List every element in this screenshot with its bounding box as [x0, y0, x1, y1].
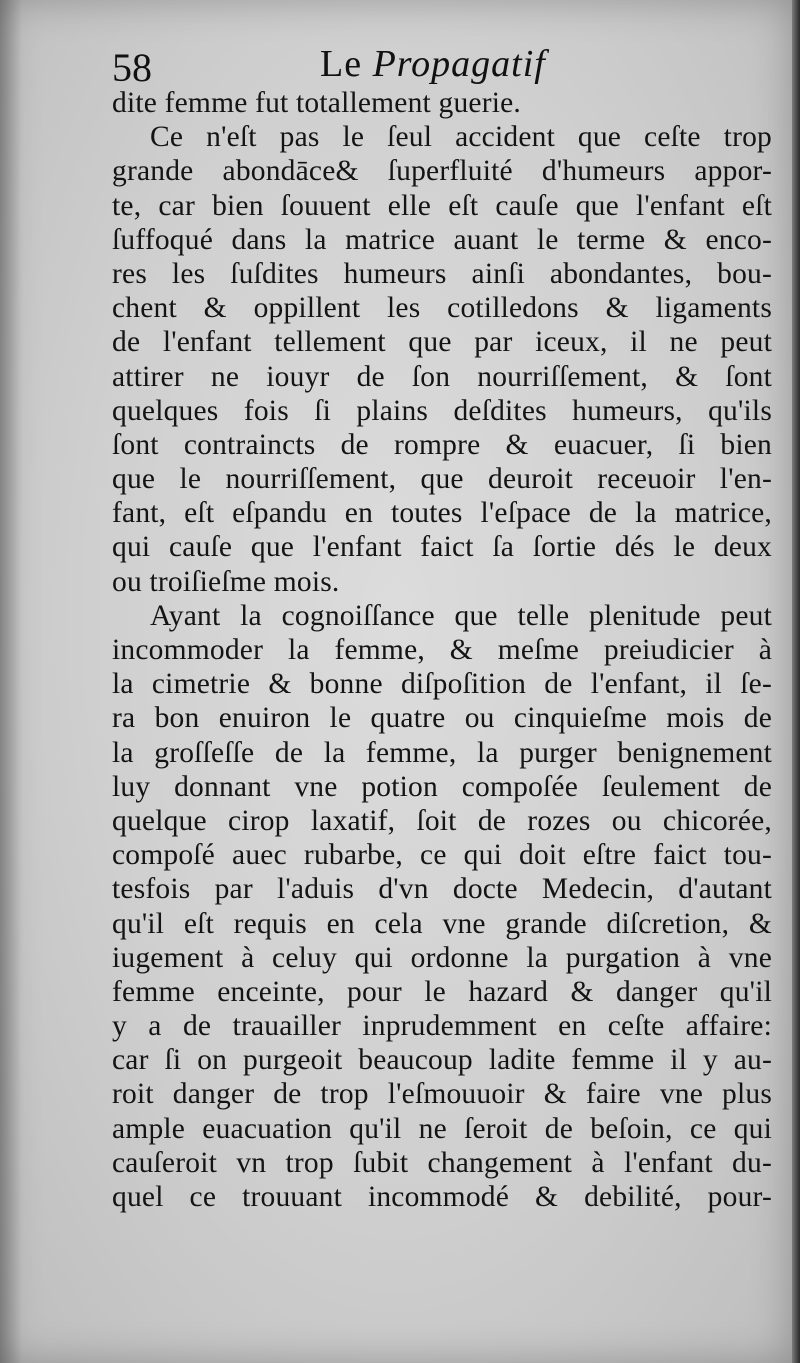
running-title	[320, 42, 546, 86]
running-title-second: Propagatif	[372, 43, 546, 85]
text-line: cauſeroit vn trop ſubit changement à l'enfant du-	[112, 1146, 772, 1179]
page-gutter-shadow	[0, 0, 22, 1363]
text-line: qui cauſe que l'enfant faict ſa ſortie dés le deux	[112, 531, 772, 564]
text-line: la cimetrie & bonne diſpoſition de l'enfant, il ſe-	[112, 668, 772, 701]
text-line: te, car bien ſouuent elle eſt cauſe que l'enfant eſt	[112, 189, 772, 222]
text-line: roit danger de trop l'eſmouuoir & faire vne plus	[112, 1078, 772, 1111]
page-number: 58	[112, 45, 152, 90]
text-line: que le nourriſſement, que deuroit receuoir l'en-	[112, 463, 772, 496]
page-body	[112, 86, 772, 1214]
text-line: ſont contraincts de rompre & euacuer, ſi bien	[112, 428, 772, 461]
text-line: incommoder la femme, & meſme preiudicier à	[112, 634, 772, 666]
text-line: fant, eſt eſpandu en toutes l'eſpace de la matrice,	[112, 497, 772, 530]
text-line: ſuffoqué dans la matrice auant le terme & enco-	[112, 223, 772, 256]
text-line: de l'enfant tellement que par iceux, il ne peut	[112, 326, 772, 359]
text-line: luy donnant vne potion compoſée ſeulement de	[112, 770, 772, 803]
text-line: quelques fois ſi plains deſdites humeurs, qu'ils	[112, 394, 772, 427]
text-line: quel ce trouuant incommodé & debilité, pour-	[112, 1181, 772, 1213]
text-line: y a de trauailler inprudemment en ceſte affaire:	[112, 1010, 772, 1043]
text-line: ou troiſieſme mois.	[112, 565, 340, 598]
text-line: Ce n'eſt pas le ſeul accident que ceſte trop	[150, 121, 772, 154]
text-line: tesfois par l'aduis d'vn docte Medecin, d'autant	[112, 873, 772, 906]
text-line: grande abondāce& ſuperfluité d'humeurs appor-	[112, 155, 772, 188]
text-line: attirer ne iouyr de ſon nourriſſement, & ſont	[112, 360, 772, 393]
text-line: Ayant la cognoiſſance que telle plenitude peut	[150, 599, 772, 632]
text-line: qu'il eſt requis en cela vne grande diſcretion, &	[112, 907, 772, 940]
text-line: compoſé auec rubarbe, ce qui doit eſtre faict tou-	[112, 839, 772, 872]
text-line: ra bon enuiron le quatre ou cinquieſme mois de	[112, 702, 772, 735]
page-edge	[792, 0, 800, 1363]
text-line: chent & oppillent les cotilledons & ligaments	[112, 292, 772, 325]
text-line: dite femme fut totallement guerie.	[112, 87, 521, 119]
text-line: la groſſeſſe de la femme, la purger benignement	[112, 736, 772, 769]
text-line: iugement à celuy qui ordonne la purgation à vne	[112, 941, 772, 974]
running-title-first: Le	[320, 43, 363, 85]
text-line: res les ſuſdites humeurs ainſi abondantes, bou-	[112, 257, 772, 290]
text-line: quelque cirop laxatif, ſoit de rozes ou chicorée,	[112, 804, 772, 837]
text-line: car ſi on purgeoit beaucoup ladite femme il y au-	[112, 1044, 772, 1077]
text-line: ample euacuation qu'il ne ſeroit de beſoin, ce qui	[112, 1112, 772, 1145]
text-line: femme enceinte, pour le hazard & danger qu'il	[112, 975, 772, 1008]
page-header	[108, 40, 758, 90]
